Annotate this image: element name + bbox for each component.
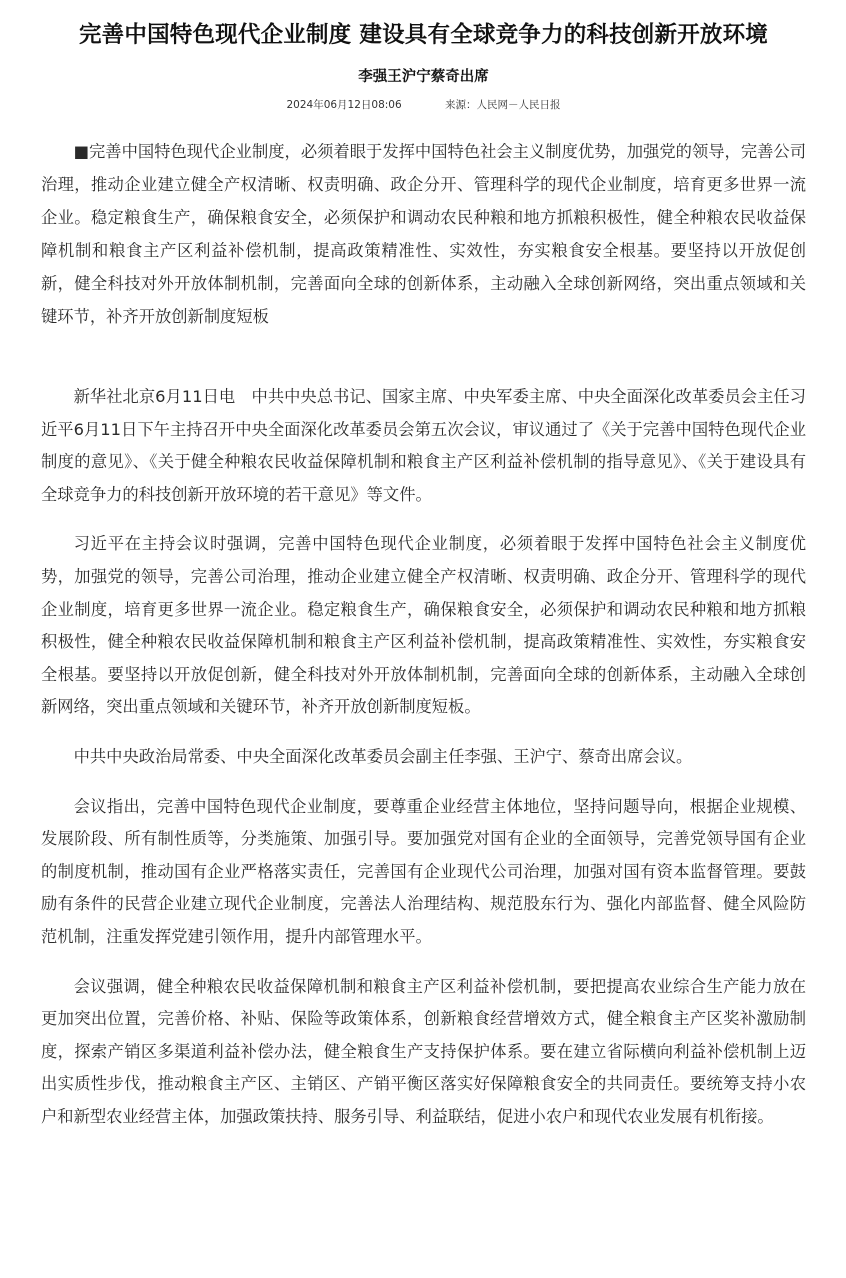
paragraph: 习近平在主持会议时强调，完善中国特色现代企业制度，必须着眼于发挥中国特色社会主义制度优势，加强党的领导，完善公司治理，推动企业建立健全产权清晰、权责明确、政企分开、管理科学的现代企业制度，培育更多世界一流企业。稳定粮食生产，确保粮食安全，必须保护和调动农民种粮和地方抓粮积极性，健全种粮农民收益保障机制和粮食主产区利益补偿机制，提高政策精准性、实效性，夯实粮食安全根基。要坚持以开放促创新，健全科技对外开放体制机制，完善面向全球的创新体系，主动融入全球创新网络，突出重点领域和关键环节，补齐开放创新制度短板。 (41, 534, 806, 717)
paragraph: 会议强调，健全种粮农民收益保障机制和粮食主产区利益补偿机制，要把提高农业综合生产能力放在更加突出位置，完善价格、补贴、保险等政策体系，创新粮食经营增效方式，健全粮食主产区奖补激励制度，探索产销区多渠道利益补偿办法，健全粮食生产支持保护体系。要在建立省际横向利益补偿机制上迈出实质性步伐，推动粮食主产区、主销区、产销平衡区落实好保障粮食安全的共同责任。要统筹支持小农户和新型农业经营主体，加强政策扶持、服务引导、利益联结，促进小农户和现代农业发展有机衔接。 (41, 976, 806, 1126)
source-label: 来源： (445, 99, 477, 111)
article-title: 完善中国特色现代企业制度 建设具有全球竞争力的科技创新开放环境 (78, 22, 769, 48)
article-subtitle: 李强王沪宁蔡奇出席 (358, 69, 489, 85)
article-body (41, 381, 806, 1133)
publish-date: 2024年06月12日08:06 (286, 99, 402, 111)
article-meta (41, 88, 806, 113)
paragraph: 新华社北京6月11日电 中共中央总书记、国家主席、中央军委主席、中央全面深化改革委员会主任习近平6月11日下午主持召开中央全面深化改革委员会第五次会议，审议通过了《关于完善中国特色现代企业制度的意见》、《关于健全种粮农民收益保障机制和粮食主产区利益补偿机制的指导意见》、《关于建设具有全球竞争力的科技创新开放环境的若干意见》等文件。 (41, 387, 806, 504)
paragraph: 中共中央政治局常委、中央全面深化改革委员会副主任李强、王沪宁、蔡奇出席会议。 (73, 746, 693, 766)
source-name: 人民网－人民日报 (476, 99, 561, 111)
paragraph: 会议指出，完善中国特色现代企业制度，要尊重企业经营主体地位，坚持问题导向，根据企业规模、发展阶段、所有制性质等，分类施策、加强引导。要加强党对国有企业的全面领导，完善党领导国有企业的制度机制，推动国有企业严格落实责任，完善国有企业现代公司治理，加强对国有资本监督管理。要鼓励有条件的民营企业建立现代企业制度，完善法人治理结构、规范股东行为、强化内部监督、健全风险防范机制，注重发挥党建引领作用，提升内部管理水平。 (41, 796, 806, 946)
article-summary: ■完善中国特色现代企业制度，必须着眼于发挥中国特色社会主义制度优势，加强党的领导，完善公司治理，推动企业建立健全产权清晰、权责明确、政企分开、管理科学的现代企业制度，培育更多世界一流企业。稳定粮食生产，确保粮食安全，必须保护和调动农民种粮和地方抓粮积极性，健全种粮农民收益保障机制和粮食主产区利益补偿机制，提高政策精准性、实效性，夯实粮食安全根基。要坚持以开放促创新，健全科技对外开放体制机制，完善面向全球的创新体系，主动融入全球创新网络，突出重点领域和关键环节，补齐开放创新制度短板 (41, 142, 806, 326)
